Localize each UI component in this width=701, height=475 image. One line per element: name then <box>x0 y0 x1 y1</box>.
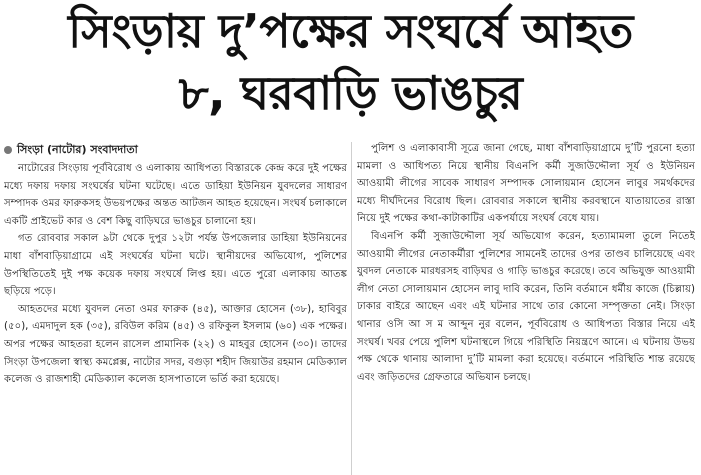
paragraph: নাটোরের সিংড়ায় পূর্ববিরোধ ও এলাকায় আধিপত্য বিস্তারকে কেন্দ্র করে দুই পক্ষের মধ্যে দফায় দফায় সংঘর্ষের ঘটনা ঘটেছে। এতে ডাহিয়া ইউনিয়ন যুবদলের সাধারণ সম্পাদক ওমর ফারুকসহ উভয়পক্ষের অন্তত আটজন আহত হয়েছেন। সংঘর্ষ চলাকালে একটি প্রাইভেট কার ও বেশ কিছু বাড়িঘরে ভাঙচুর চালানো হয়। <box>4 163 347 227</box>
byline-text: সিংড়া (নাটোর) সংবাদদাতা <box>17 143 138 156</box>
article-column-right <box>357 140 695 475</box>
column-divider <box>351 142 352 475</box>
headline-line-2: ৮, ঘরবাড়ি ভাঙচুর <box>178 66 523 120</box>
article-column-left <box>4 140 347 475</box>
bullet-icon <box>4 146 12 154</box>
headline-line-1: সিংড়ায় দু’পক্ষের সংঘর্ষে আহত <box>68 4 633 58</box>
headline <box>0 0 701 138</box>
paragraph: আহতদের মধ্যে যুবদল নেতা ওমর ফারুক (৪৫), আক্তার হোসেন (৩৮), হাবিবুর (৫০), এমদাদুল হক (৩৫), রবিউল করিম (৪৫) ও রফিকুল ইসলাম (৬০) এক পক্ষের। অপর পক্ষের আহতরা হলেন রাসেল প্রামানিক (২২) ও মাহবুর হোসেন (৩০)। তাদের সিংড়া উপজেলা স্বাস্থ্য কমপ্লেক্স, নাটোর সদর, বগুড়া শহীদ জিয়াউর রহমান মেডিক্যাল কলেজ ও রাজশাহী মেডিক্যাল কলেজ হাসপাতালে ভর্তি করা হয়েছে। <box>4 303 347 386</box>
paragraph: পুলিশ ও এলাকাবাসী সূত্রে জানা গেছে, মাধা বাঁশবাড়িয়াগ্রামে দু’টি পুরনো হত্যা মামলা ও আধিপত্য নিয়ে স্থানীয় বিএনপি কর্মী সুজাউদ্দৌলা সূর্য ও ইউনিয়ন আওয়ামী লীগের সাবেক সাধারণ সম্পাদক সোলায়মান হোসেন লাবুর সমর্থকদের মধ্যে দীর্ঘদিনের বিরোধ ছিল। রোববার সকালে স্থানীয় করবস্থানে যাতায়াতের রাস্তা নিয়ে দুই পক্ষের কথা-কাটাকাটির একপর্যায়ে সংঘর্ষ বেধে যায়। <box>357 143 695 225</box>
paragraph: বিএনপি কর্মী সুজাউদ্দৌলা সূর্য অভিযোগ করেন, হত্যামামলা তুলে নিতেই আওয়ামী লীগের নেতাকর্মীরা পুলিশের সামনেই তাদের ওপর তাণ্ডব চালিয়েছে এবং যুবদল নেতাকে মারধরসহ বাড়িঘর ও গাড়ি ভাঙচুর করেছে। তবে অভিযুক্ত আওয়ামী লীগ নেতা সোলায়মান হোসেন লাবু দাবি করেন, তিনি বর্তমানে ধর্মীয় কাজে (চিল্লায়) ঢাকার বাইরে আছেন এবং এই ঘটনার সাথে তার কোনো সম্পৃক্ততা নেই। সিংড়া থানার ওসি আ স ম আব্দুন নুর বলেন, পূর্ববিরোধ ও আধিপত্য বিস্তার নিয়ে এই সংঘর্ষ। খবর পেয়ে পুলিশ ঘটনাস্থলে গিয়ে পরিস্থিতি নিয়ন্ত্রণে আনে। এ ঘটনায় উভয় পক্ষ থেকে থানায় আলাদা দু’টি মামলা করা হয়েছে। বর্তমানে পরিস্থিতি শান্ত রয়েছে এবং জড়িতদের গ্রেফতারে অভিযান চলছে। <box>357 230 695 383</box>
byline <box>4 140 347 160</box>
paragraph: গত রোববার সকাল ৯টা থেকে দুপুর ১২টা পর্যন্ত উপজেলার ডাহিয়া ইউনিয়নের মাধা বাঁশবাড়িয়াগ্রামে এই সংঘর্ষের ঘটনা ঘটে। স্থানীয়দের অভিযোগ, পুলিশের উপস্থিতিতেই দুই পক্ষ কয়েক দফায় সংঘর্ষে লিপ্ত হয়। এতে পুরো এলাকায় আতঙ্ক ছড়িয়ে পড়ে। <box>4 233 347 298</box>
